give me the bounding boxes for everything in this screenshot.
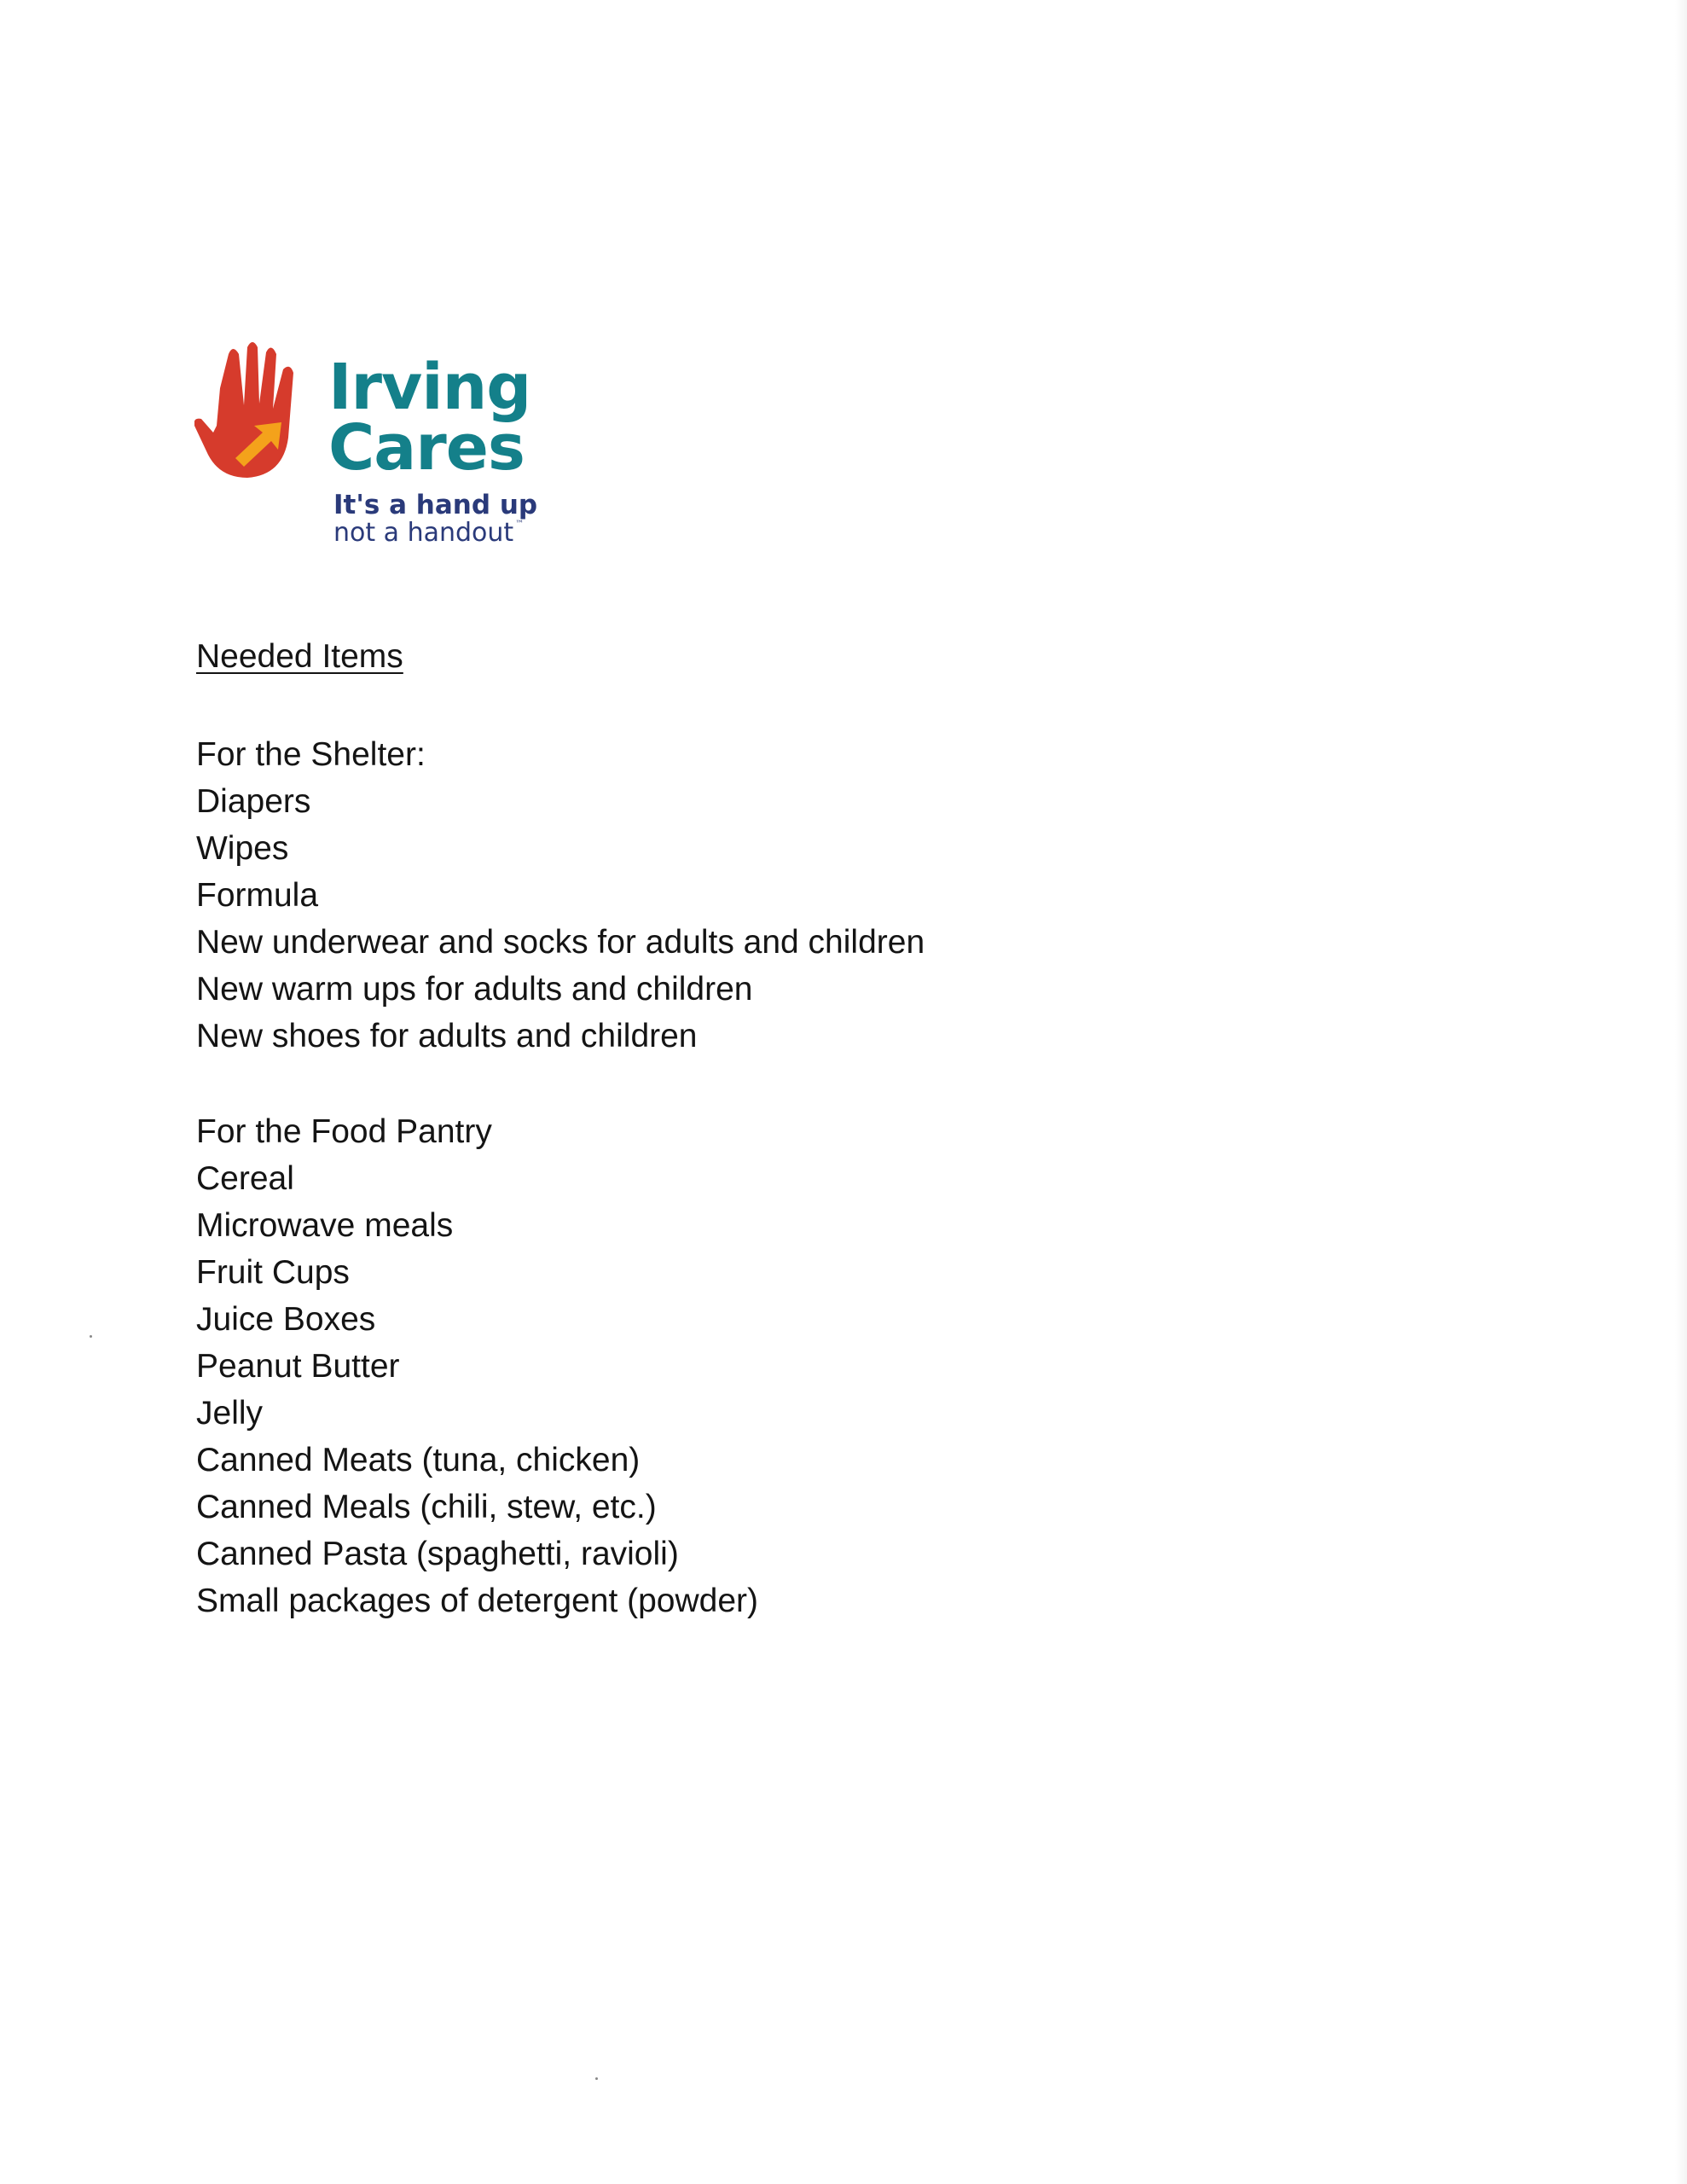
list-item: New warm ups for adults and children (196, 971, 753, 1008)
list-item: New shoes for adults and children (196, 1018, 698, 1054)
logo-name-line2: Cares (328, 411, 525, 485)
pantry-section-title: For the Food Pantry (196, 1113, 492, 1150)
list-item: Microwave meals (196, 1207, 454, 1244)
list-item: New underwear and socks for adults and children (196, 924, 925, 961)
page-edge-shadow (1675, 0, 1687, 2184)
list-item: Jelly (196, 1395, 264, 1432)
page-title: Needed Items (196, 638, 403, 675)
hand-with-arrow-icon (194, 337, 322, 486)
list-item: Fruit Cups (196, 1254, 350, 1291)
list-item: Small packages of detergent (powder) (196, 1583, 759, 1619)
list-item: Peanut Butter (196, 1348, 400, 1385)
list-item: Juice Boxes (196, 1301, 376, 1338)
logo-tagline-line1: It's a hand up (333, 490, 538, 520)
list-item: Wipes (196, 830, 289, 867)
list-item: Canned Meals (chili, stew, etc.) (196, 1489, 657, 1525)
list-item: Diapers (196, 783, 311, 820)
scan-speck (595, 2077, 598, 2080)
irving-cares-logo (194, 337, 553, 559)
list-item: Formula (196, 877, 319, 914)
list-item: Cereal (196, 1160, 294, 1197)
logo-tagline-text: not a handout (333, 518, 514, 548)
list-item: Canned Pasta (spaghetti, ravioli) (196, 1536, 679, 1572)
list-item: Canned Meats (tuna, chicken) (196, 1442, 641, 1478)
shelter-section (196, 731, 925, 1060)
trademark-mark: ™ (515, 520, 525, 529)
shelter-section-title: For the Shelter: (196, 736, 426, 773)
food-pantry-section (196, 1108, 758, 1624)
logo-name-line1: Irving (328, 351, 531, 424)
scan-speck (90, 1335, 92, 1338)
logo-tagline-line2 (333, 520, 524, 546)
